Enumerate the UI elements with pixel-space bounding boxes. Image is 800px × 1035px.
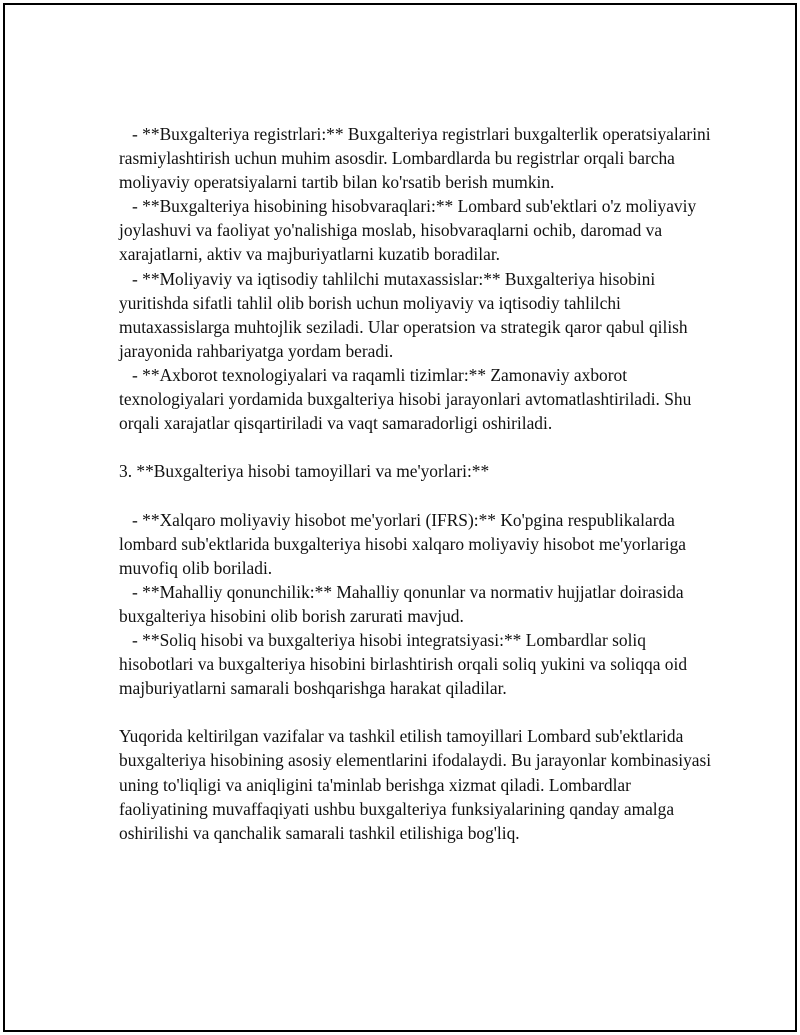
document-body [119,122,719,845]
list-item-ifrs: - **Xalqaro moliyaviy hisobot me'yorlari (IFRS):** Ko'pgina respublikalarda lombard sub'ektlarida buxgalteriya hisobi xalqaro moliyaviy hisobot me'yorlariga muvofiq olib boriladi. [119,509,691,578]
list-item-axborot-texnologiyalari: - **Axborot texnologiyalari va raqamli tizimlar:** Zamonaviy axborot texnologiyalari yordamida buxgalteriya hisobi jarayonlari avtomatlashtiriladi. Shu orqali xarajatlar qisqartiriladi va vaqt samaradorligi oshiriladi. [119,364,696,434]
section-heading-tamoyillar: 3. **Buxgalteriya hisobi tamoyillari va me'yorlari:** [119,461,490,482]
list-item-soliq-integratsiyasi: - **Soliq hisobi va buxgalteriya hisobi integratsiyasi:** Lombardlar soliq hisobotlari va buxgalteriya hisobini birlashtirish orqali soliq yukini va soliqqa oid majburiyatlarni samarali boshqarishga harakat qiladilar. [119,629,692,699]
list-item-mahalliy-qonunchilik: - **Mahalliy qonunchilik:** Mahalliy qonunlar va normativ hujjatlar doirasida buxgalteriya hisobini olib borish zarurati mavjud. [119,581,688,626]
blank-line [119,700,719,724]
list-item-tahlilchi-mutaxassislar: - **Moliyaviy va iqtisodiy tahlilchi mutaxassislar:** Buxgalteriya hisobini yuritishda sifatli tahlil olib borish uchun moliyaviy va iqtisodiy tahlilchi mutaxassislarga muhtojlik seziladi. Ular operatsion va strategik qaror qabul qilish jarayonida rahbariyatga yordam beradi. [119,268,692,361]
blank-line [119,483,719,507]
conclusion-paragraph: Yuqorida keltirilgan vazifalar va tashkil etilish tamoyillari Lombard sub'ektlarida buxgalteriya hisobining asosiy elementlarini ifodalaydi. Bu jarayonlar kombinasiyasi uning to'liqligi va aniqligini ta'minlab berishga xizmat qiladi. Lombardlar faoliyatining muvaffaqiyati ushbu buxgalteriya funksiyalarining qanday amalga oshirilishi va qanchalik samarali tashkil etilishiga bog'liq. [119,726,716,843]
blank-line [119,435,719,459]
document-page [3,3,797,1032]
list-item-hisobvaraqlar: - **Buxgalteriya hisobining hisobvaraqlari:** Lombard sub'ektlari o'z moliyaviy joylashuvi va faoliyat yo'nalishiga moslab, hisobvaraqlarni ochib, daromad va xarajatlarni, aktiv va majburiyatlarni kuzatib boradilar. [119,196,701,265]
list-item-buxgalteriya-registrlari: - **Buxgalteriya registrlari:** Buxgalteriya registrlari buxgalterlik operatsiyalarini rasmiylashtirish uchun muhim asosdir. Lombardlarda bu registrlar orqali barcha moliyaviy operatsiyalarni tartib bilan ko'rsatib berish mumkin. [119,124,715,193]
